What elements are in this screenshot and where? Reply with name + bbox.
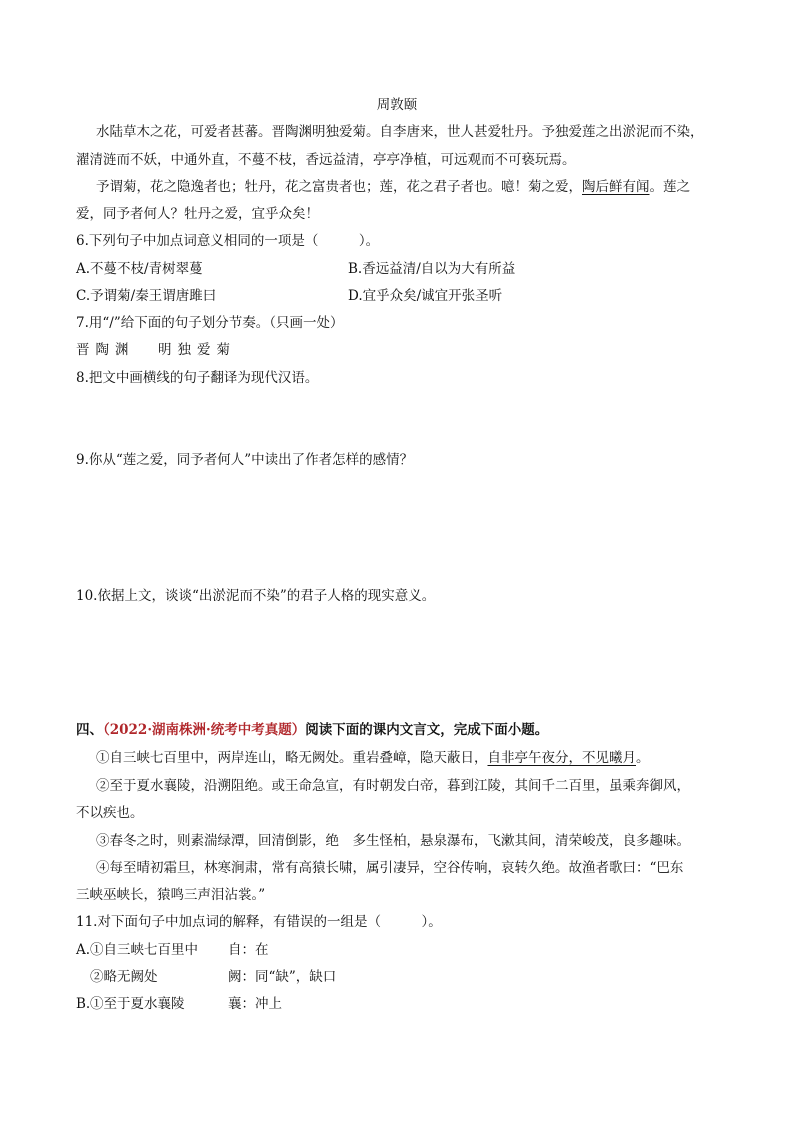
question-6-option-b: B.香远益清/自以为大有所益: [348, 261, 516, 277]
author-name: 周敦颐: [376, 97, 418, 113]
passage1-para2-line1: [96, 177, 690, 197]
question-6: 6.下列句子中加点词意义相同的一项是（ ）。: [76, 233, 380, 249]
underlined-sentence: 陶后鲜有闻: [582, 179, 650, 195]
passage1-para2-text-b: 。莲之: [649, 179, 690, 195]
question-11-option-b-label: B.: [76, 996, 91, 1012]
passage2-para3: ③春冬之时，则素湍绿潭，回清倒影，绝 多生怪柏，悬泉瀑布，飞漱其间，清荣峻茂，良多趣味。: [96, 833, 690, 849]
question-7: 7.用“/”给下面的句子划分节奏。（只画一处）: [76, 315, 344, 331]
question-11-a1-gloss: 自：在: [228, 942, 269, 958]
passage2-para1-text-a: ①自三峡七百里中，两岸连山，略无阙处。重岩叠嶂，隐天蔽日，: [96, 750, 488, 766]
question-10: 10.依据上文，谈谈“出淤泥而不染”的君子人格的现实意义。: [76, 588, 436, 604]
section-4-heading: [76, 720, 548, 740]
question-11-a2-gloss: 阙：同“缺”，缺口: [228, 969, 337, 985]
section-4-source: （2022·湖南株洲·统考中考真题）: [103, 722, 306, 738]
passage1-para1-line1: 水陆草木之花，可爱者甚蕃。晋陶渊明独爱菊。自李唐来，世人甚爱牡丹。予独爱莲之出淤泥而不染，: [96, 124, 704, 140]
passage2-para4-line1: ④每至晴初霜旦，林寒涧肃，常有高猿长啸，属引凄异，空谷传响，哀转久绝。故渔者歌曰：“巴东: [96, 860, 684, 876]
passage2-para4-line2: 三峡巫峡长，猿鸣三声泪沾裳。”: [76, 887, 266, 903]
question-8: 8.把文中画横线的句子翻译为现代汉语。: [76, 370, 319, 386]
question-6-option-d: D.宜乎众矣/诚宜开张圣听: [348, 288, 503, 304]
question-6-option-c: C.予谓菊/秦王谓唐雎曰: [76, 288, 217, 304]
question-11-b1-sentence: ①至于夏水襄陵: [90, 996, 185, 1012]
question-6-option-a: A.不蔓不枝/青树翠蔓: [76, 261, 203, 277]
question-11: 11.对下面句子中加点词的解释，有错误的一组是（ ）。: [76, 914, 442, 930]
question-11-option-a-label: A.: [76, 942, 91, 958]
section-4-instruction: 阅读下面的课内文言文，完成下面小题。: [305, 722, 549, 738]
passage2-para2-line1: ②至于夏水襄陵，沿溯阻绝。或王命急宣，有时朝发白帝，暮到江陵，其间千二百里，虽乘奔御风，: [96, 778, 690, 794]
passage1-para2-line2: 爱，同予者何人？牡丹之爱，宜乎众矣！: [76, 206, 319, 222]
passage1-para2-text-a: 予谓菊，花之隐逸者也；牡丹，花之富贵者也；莲，花之君子者也。噫！菊之爱，: [96, 179, 582, 195]
question-11-a2-sentence: ②略无阙处: [90, 969, 158, 985]
passage2-para1-text-b: 。: [636, 750, 650, 766]
question-11-b1-gloss: 襄：冲上: [228, 996, 282, 1012]
underlined-sentence-2: 自非亭午夜分，不见曦月: [487, 750, 636, 766]
question-9: 9.你从“莲之爱，同予者何人”中读出了作者怎样的感情？: [76, 452, 414, 468]
question-11-a1-sentence: ①自三峡七百里中: [90, 942, 198, 958]
section-4-number: 四、: [76, 722, 103, 738]
passage2-para1: [96, 748, 650, 768]
question-7-sentence-part1: 晋陶渊: [76, 342, 135, 358]
question-7-sentence-part2: 明独爱菊: [158, 342, 236, 358]
passage2-para2-line2: 不以疾也。: [76, 805, 144, 821]
passage1-para1-line2: 濯清涟而不妖，中通外直，不蔓不枝，香远益清，亭亭净植，可远观而不可亵玩焉。: [76, 152, 576, 168]
